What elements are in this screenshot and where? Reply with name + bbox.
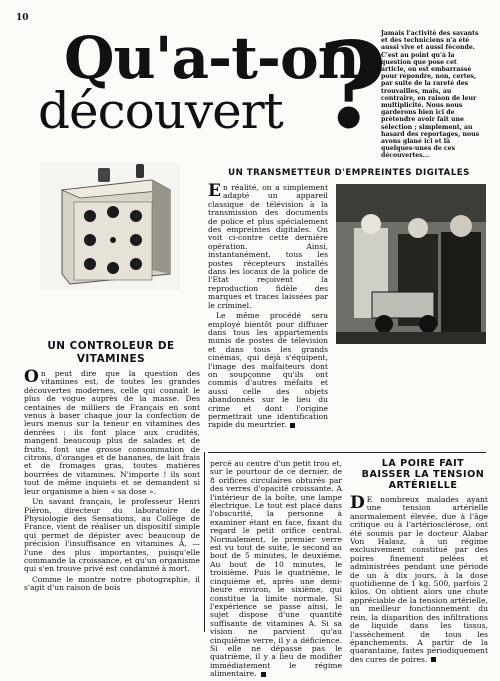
fingerprint-transmitter-photo (336, 184, 486, 344)
vitamin-article-continued: percé au centre d'un petit trou et, sur le pourtour de ce dernier, de 8 orifices circulaires obturés par des verres d'opacité croissante. A l'intérieur de la boîte, une lampe électrique. Le tout est placé dans l'obscurité, la personne à examiner étant en face, fixant du regard le petit orifice central. Normalement, le premier verre est vu tout de suite, le second au bout de 5 minutes, le deuxième. Au bout de 10 minutes, le troisième. Puis le quatrième, le cinquième et, après une demi-heure environ, le sixième, qui constitue la limite normale. Si l'expérience se passe ainsi, le sujet dispose d'une quantité suffisante de vitamines A. Si sa vision ne parvient qu'au cinquième verre, il y a déficience. Si elle ne dépasse pas le quatrième, il y a lieu de modifier immédiatement le régime alimentaire. (210, 459, 342, 679)
separator-rule (208, 452, 486, 453)
page-number: 10 (16, 13, 29, 23)
vitamin-heading: UN CONTROLEUR DE VITAMINES (47, 340, 175, 365)
vitamin-paragraph-1: On peut dire que la question des vitamines est, de toutes les grandes découvertes modernes, celle qui connaît le plus de vogue auprès de la masse. Des centaines de milliers de Français en sont venus à baser chaque jour la confection de leurs menus sur la teneur en vitamines des denrées : ils font place aux crudités, mangent beaucoup plus de salades et de fruits, font une grosse consommation de citrons, d'oranges et de bananes, de lait frais et de fromages gras, toutes matières bourrées de vitamines. N'importe ! ils sont tout de même inquiets et se demandent si leur organisme a bien « sa dose ». (24, 367, 200, 496)
transmitter-article (208, 181, 328, 432)
column-rule-left (204, 452, 205, 632)
vitamin-paragraph-3: Comme le montre notre photographie, il s'agit d'un raison de bois (24, 574, 200, 593)
transmitter-paragraph-1: En réalité, on a simplement adapté un appareil classique de télévision à la transmission des documents de police et plus spécialement des empreintes digitales. On voit ci-contre cette dernière opération. Ainsi, instantanément, tous les postes récepteurs installés dans les locaux de la police de l'Etat reçoivent la reproduction fidèle des marques et traces laissées par le criminel. (208, 181, 328, 310)
intro-text: Jamais l'activité des savants et des techniciens n'a été aussi vive et aussi féconde. C'est au point qu'à la question que pose cet article, on est embarrassé pour répondre, non, certes, par suite de la rareté des trouvailles, mais, au contraire, en raison de leur multiplicité. Nous nous garderons bien ici de prétendre avoir fait une sélection ; simplement, au hasard des reportages, nous avons glané ici et là quelques-unes de ces découvertes... (381, 30, 480, 160)
title-line-1: Qu'a-t-on (64, 24, 359, 92)
pear-heading: LA POIRE FAIT BAISSER LA TENSION ARTÉRIELLE (361, 458, 485, 491)
transmitter-heading: UN TRANSMETTEUR D'EMPREINTES DIGITALES (228, 168, 470, 178)
pear-article: D E nombreux malades ayant une tension artérielle anormalement élevée, due à l'âge critique ou à l'artériosclérose, ont été soumis par le docteur Alabar Von Halasz, à un régime exclusivement constitué par des poires finement pelées et administrées pendant une période de un à dix jours, à la dose quotidienne de 1 kg. 500, parfois 2 kilos. On obtient alors une chute appréciable de la tension artérielle, un meilleur fonctionnement du rein, la disparition des infiltrations de liquide dans les tissus, l'assèchement de tous les épanchements. A partir de la quarantaine, faites périodiquement des cures de poires. (350, 493, 488, 664)
vitamin-device-photo (40, 162, 180, 290)
title-question-mark: ? (318, 16, 388, 155)
title-line-2: découvert (38, 82, 283, 140)
transmitter-paragraph-2: Le même procédé sera employé bientôt pour diffuser dans tous les appartements munis de postes de télévision et dans tous les grands cinémas, qui déjà s'équipent, l'image des malfaiteurs dont on soupçonne qu'ils ont commis d'autres méfaits et aussi celle des objets abandonnés sur le lieu du crime et dont l'origine permettrait une identification rapide du meurtrier. (208, 311, 328, 430)
vitamin-paragraph-2: Un savant français, le professeur Henri Piéron, directeur du laboratoire de Physiologie des Sensations, au Collège de France, vient de réaliser un dispositif simple qui permet de dépister avec beaucoup de précision l'insuffisance en vitamines A, — l'une des plus importantes, puisqu'elle commande la croissance, et qu'un organisme qui s'en trouve privé est condamné à mort. (24, 497, 200, 574)
vitamin-article (24, 367, 200, 595)
